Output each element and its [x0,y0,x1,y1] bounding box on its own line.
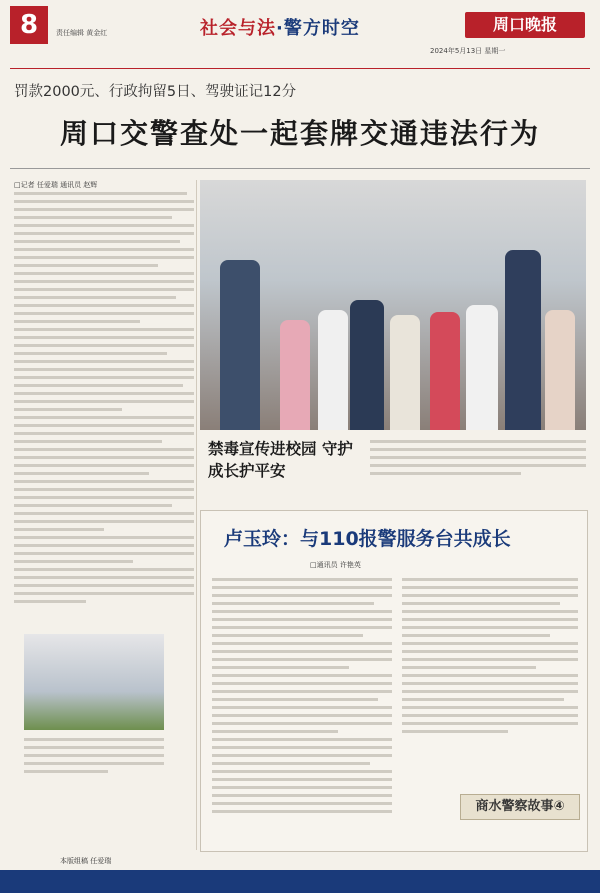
section-subtitle: ·警方时空 [276,18,360,39]
feature-column-2 [402,578,578,738]
paper-logo: 周口晚报 [465,12,585,38]
column-divider [196,180,197,850]
section-name: 社会与法 [200,18,276,39]
article-body [14,192,194,612]
page-header [10,6,590,68]
classroom-photo-caption [24,738,164,778]
series-tag: 商水警察故事④ [460,794,580,820]
footer-bar [0,870,600,893]
article-kicker: 罚款2000元、行政拘留5日、驾驶证记12分 [14,84,297,100]
photo-caption [370,440,586,480]
editor-line: 责任编辑 黄金红 [56,29,108,37]
feature-column-1 [212,578,392,818]
article-headline: 周口交警查处一起套牌交通违法行为 [59,117,540,150]
section-title [200,14,360,40]
feature-byline: □通讯员 许艳英 [310,561,361,569]
feature-title: 卢玉玲：与110报警服务台共成长 [224,528,511,550]
footer-editor: 本版组稿 任爱瑞 [60,857,112,865]
classroom-photo [24,634,164,730]
headline-rule [10,168,590,169]
header-rule [10,68,590,69]
page-number: 8 [10,6,48,44]
issue-date: 2024年5月13日 星期一 [430,47,506,55]
photo-caption-title: 禁毒宣传进校园 守护成长护平安 [208,440,353,480]
school-photo [200,180,586,430]
article-byline: □记者 任爱瑞 通讯员 赵辉 [14,181,98,189]
